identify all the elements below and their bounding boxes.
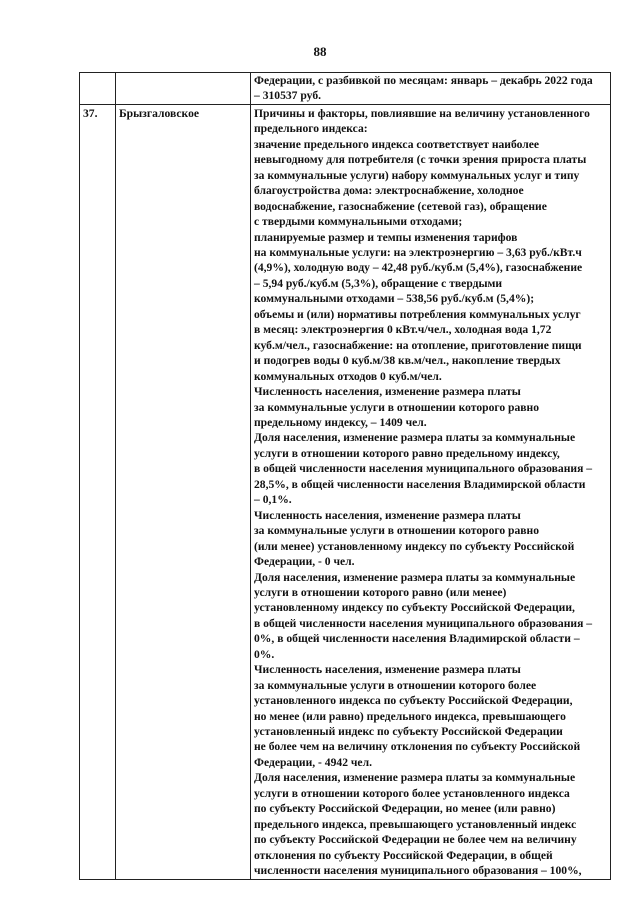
text-line: предельному индексу, – 1409 чел. — [254, 415, 427, 429]
text-line: установленного индекса по субъекту Российской Федерации, — [254, 694, 573, 708]
text-line: в общей численности населения муниципального образования – — [254, 616, 593, 630]
text-line: невыгодному для потребителя (с точки зрения прироста платы — [254, 153, 587, 167]
row-number-cell — [80, 73, 116, 105]
text-line: коммунальных отходов 0 куб.м/чел. — [254, 369, 442, 383]
description-cell — [251, 104, 611, 879]
text-line: численности населения муниципального образования – 100%, — [254, 864, 582, 878]
row-number-cell: 37. — [80, 104, 116, 879]
text-line: с твердыми коммунальными отходами; — [254, 215, 463, 229]
text-line: предельного индекса, превышающего установленный индекс — [254, 817, 577, 831]
text-line: (или менее) установленному индексу по субъекту Российской — [254, 539, 575, 553]
text-line: Федерации, - 4942 чел. — [254, 755, 372, 769]
table-row-continuation — [80, 73, 611, 105]
text-line: коммунальными отходами – 538,56 руб./куб.м (5,4%); — [254, 292, 535, 306]
text-line: услуги в отношении которого более установленного индекса — [254, 786, 570, 800]
text-line: Численность населения, изменение размера платы — [254, 663, 521, 677]
text-line: Доля населения, изменение размера платы за коммунальные — [254, 570, 576, 584]
text-line: – 5,94 руб./куб.м (5,3%), обращение с твердыми — [254, 276, 503, 290]
text-line: за коммунальные услуги в отношении которого равно — [254, 524, 540, 538]
text-line: планируемые размер и темпы изменения тарифов — [254, 230, 518, 244]
text-line: Численность населения, изменение размера платы — [254, 385, 521, 399]
text-line: значение предельного индекса соответствует наиболее — [254, 137, 540, 151]
text-line: объемы и (или) нормативы потребления коммунальных услуг — [254, 307, 581, 321]
text-line: предельного индекса: — [254, 122, 368, 136]
text-line: услуги в отношении которого равно предельному индексу, — [254, 446, 560, 460]
text-line: Причины и факторы, повлиявшие на величину установленного — [254, 106, 590, 120]
text-line: (4,9%), холодную воду – 42,48 руб./куб.м (5,4%), газоснабжение — [254, 261, 583, 275]
text-line: в месяц: электроэнергия 0 кВт.ч/чел., холодная вода 1,72 — [254, 323, 552, 337]
text-line: – 310537 руб. — [254, 89, 322, 103]
text-line: установленному индексу по субъекту Российской Федерации, — [254, 601, 575, 615]
document-table — [79, 72, 611, 880]
text-line: Федерации, - 0 чел. — [254, 555, 355, 569]
text-line: Доля населения, изменение размера платы за коммунальные — [254, 431, 576, 445]
text-line: и подогрев воды 0 куб.м/38 кв.м/чел., накопление твердых — [254, 354, 561, 368]
text-line: за коммунальные услуги в отношении которого равно — [254, 400, 540, 414]
table-row-37 — [80, 104, 611, 879]
text-line: Численность населения, изменение размера платы — [254, 508, 521, 522]
text-line: Федерации, с разбивкой по месяцам: январь – декабрь 2022 года — [254, 74, 593, 87]
text-line: водоснабжение, газоснабжение (сетевой газ), обращение — [254, 199, 547, 213]
text-line: благоустройства дома: электроснабжение, холодное — [254, 184, 524, 198]
text-line: 0%. — [254, 647, 275, 661]
text-line: по субъекту Российской Федерации, но менее (или равно) — [254, 802, 556, 816]
text-line: по субъекту Российской Федерации не более чем на величину — [254, 833, 577, 847]
municipality-name-cell: Брызгаловское — [116, 104, 251, 879]
text-line: в общей численности населения муниципального образования – — [254, 462, 593, 476]
text-line: 28,5%, в общей численности населения Владимирской области — [254, 477, 586, 491]
text-line: – 0,1%. — [254, 493, 292, 507]
text-line: на коммунальные услуги: на электроэнергию – 3,63 руб./кВт.ч — [254, 245, 582, 259]
description-cell — [251, 73, 611, 105]
text-line: Доля населения, изменение размера платы за коммунальные — [254, 771, 576, 785]
text-line: отклонения по субъекту Российской Федерации, в общей — [254, 848, 553, 862]
municipality-name-cell — [116, 73, 251, 105]
text-line: установленный индекс по субъекту Российской Федерации — [254, 725, 563, 739]
text-line: не более чем на величину отклонения по субъекту Российской — [254, 740, 581, 754]
text-line: 0%, в общей численности населения Владимирской области – — [254, 632, 580, 646]
text-line: куб.м/чел., газоснабжение: на отопление, приготовление пищи — [254, 338, 582, 352]
text-line: за коммунальные услуги в отношении которого более — [254, 678, 537, 692]
text-line: за коммунальные услуги) набору коммунальных услуг и типу — [254, 168, 580, 182]
text-line: но менее (или равно) предельного индекса, превышающего — [254, 709, 566, 723]
page-number: 88 — [313, 44, 327, 59]
text-line: услуги в отношении которого равно (или менее) — [254, 585, 507, 599]
